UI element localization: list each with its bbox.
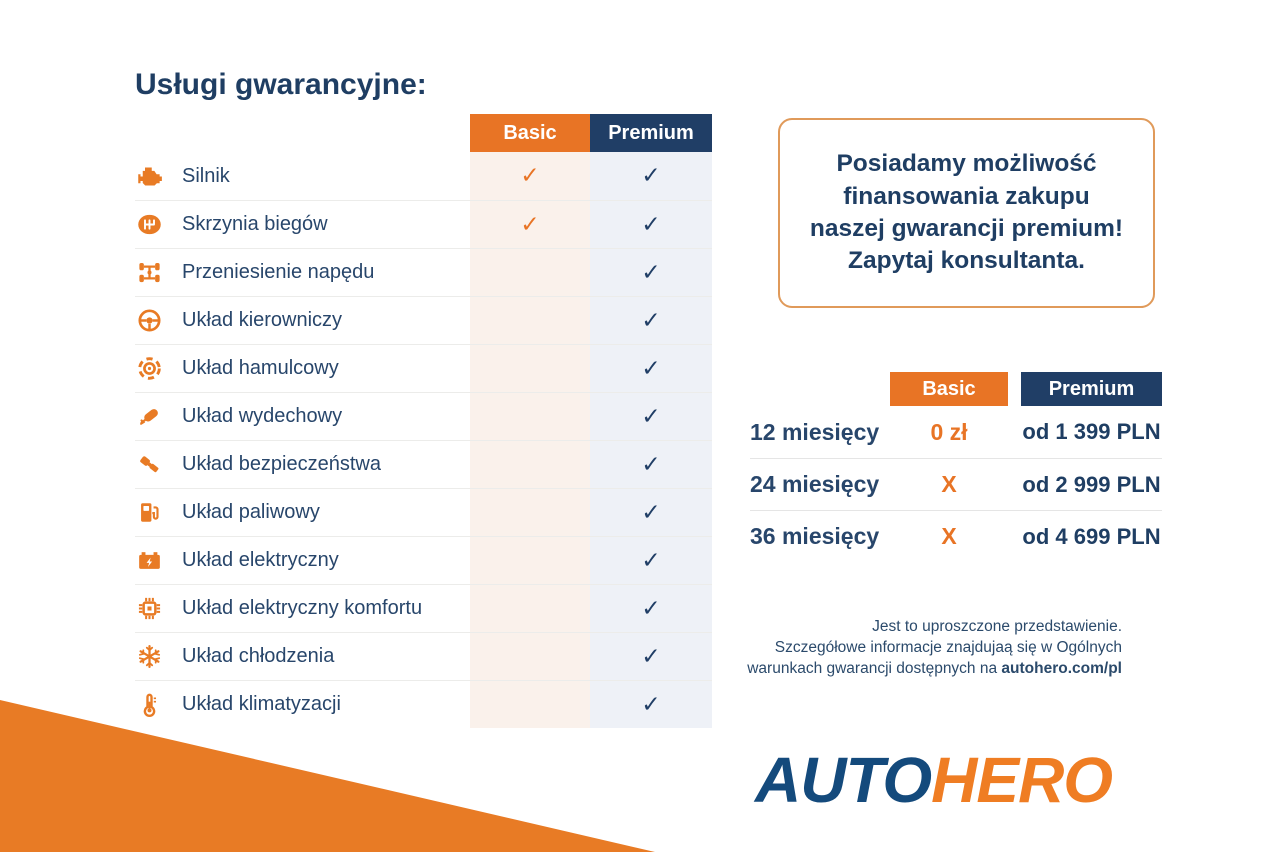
- service-label: Skrzynia biegów: [182, 213, 328, 235]
- logo-auto-part: AUTO: [755, 744, 932, 816]
- premium-check: ✓: [641, 691, 661, 718]
- pricing-basic-value: X: [941, 523, 957, 549]
- logo-hero-part: HERO: [931, 744, 1113, 816]
- basic-check: ✓: [520, 163, 540, 189]
- table-row: [135, 488, 712, 536]
- premium-check: ✓: [641, 259, 661, 286]
- table-row: [135, 344, 712, 392]
- service-label: Układ klimatyzacji: [182, 693, 341, 715]
- service-label: Układ elektryczny komfortu: [182, 597, 423, 619]
- services-table-header: [135, 114, 712, 152]
- pricing-basic-value: X: [941, 471, 957, 497]
- drivetrain-icon: [135, 259, 182, 286]
- chip-icon: [135, 595, 182, 622]
- snowflake-icon: [135, 643, 182, 670]
- pricing-header-basic: Basic: [890, 372, 1008, 406]
- exhaust-icon: [135, 403, 182, 430]
- pricing-term: 12 miesięcy: [750, 418, 880, 445]
- basic-check: ✓: [520, 211, 540, 238]
- column-header-basic: Basic: [470, 114, 590, 152]
- steering-wheel-icon: [135, 307, 182, 334]
- service-label: Układ kierowniczy: [182, 309, 343, 331]
- pricing-term: 24 miesięcy: [750, 471, 880, 497]
- financing-info-box: [778, 118, 1155, 308]
- service-label: Układ paliwowy: [182, 501, 320, 523]
- services-table: [135, 114, 712, 728]
- pricing-premium-value: od 2 999 PLN: [1022, 471, 1161, 497]
- pricing-table: [750, 372, 1162, 562]
- table-row: [135, 584, 712, 632]
- premium-check: ✓: [641, 403, 661, 430]
- pricing-premium-value: od 1 399 PLN: [1022, 419, 1161, 444]
- gearbox-icon: [135, 211, 182, 238]
- engine-icon: [135, 163, 182, 190]
- table-row: [135, 440, 712, 488]
- seatbelt-icon: [135, 451, 182, 478]
- table-row: [135, 392, 712, 440]
- premium-check: ✓: [641, 643, 661, 670]
- pricing-term: 36 miesięcy: [750, 523, 880, 549]
- service-label: Układ wydechowy: [182, 405, 343, 427]
- pricing-row: [750, 406, 1162, 458]
- table-row: [135, 200, 712, 248]
- premium-check: ✓: [641, 211, 661, 238]
- premium-check: ✓: [641, 595, 661, 622]
- brake-icon: [135, 355, 182, 382]
- pricing-premium-value: od 4 699 PLN: [1022, 523, 1161, 549]
- premium-check: ✓: [641, 499, 661, 526]
- disclaimer-line2: Szczegółowe informacje znajdujaą się w Ogólnych: [774, 639, 1122, 656]
- battery-icon: [135, 547, 182, 574]
- disclaimer-line3: warunkach gwarancji dostępnych na: [747, 660, 1002, 677]
- service-label: Układ bezpieczeństwa: [182, 453, 381, 475]
- disclaimer-line1: Jest to uproszczone przedstawienie.: [872, 618, 1122, 635]
- service-label: Układ elektryczny: [182, 549, 339, 571]
- pricing-basic-value: 0 zł: [930, 418, 968, 445]
- table-row: [135, 152, 712, 200]
- disclaimer-text: [660, 616, 1122, 679]
- table-row: [135, 296, 712, 344]
- page-title: Usługi gwarancyjne:: [135, 68, 427, 101]
- pricing-row: [750, 458, 1162, 510]
- premium-check: ✓: [641, 451, 661, 478]
- table-row: [135, 680, 712, 728]
- pricing-header-premium: Premium: [1021, 372, 1162, 406]
- premium-check: ✓: [641, 307, 661, 334]
- table-row: [135, 632, 712, 680]
- column-header-premium: Premium: [590, 114, 712, 152]
- table-row: [135, 248, 712, 296]
- financing-info-text: Posiadamy możliwość finansowania zakupu naszej gwarancji premium! Zapytaj konsultanta.: [809, 150, 1124, 275]
- service-label: Przeniesienie napędu: [182, 261, 375, 283]
- premium-check: ✓: [641, 355, 661, 382]
- pricing-table-header: [750, 372, 1162, 406]
- autohero-logo: [755, 744, 1113, 816]
- service-label: Silnik: [182, 164, 230, 187]
- fuel-pump-icon: [135, 499, 182, 526]
- service-label: Układ hamulcowy: [182, 357, 339, 379]
- service-label: Układ chłodzenia: [182, 645, 335, 667]
- premium-check: ✓: [641, 547, 661, 574]
- autohero-url: autohero.com/pl: [1001, 660, 1122, 677]
- table-row: [135, 536, 712, 584]
- pricing-row: [750, 510, 1162, 562]
- thermometer-icon: [135, 691, 182, 718]
- premium-check: ✓: [641, 163, 661, 189]
